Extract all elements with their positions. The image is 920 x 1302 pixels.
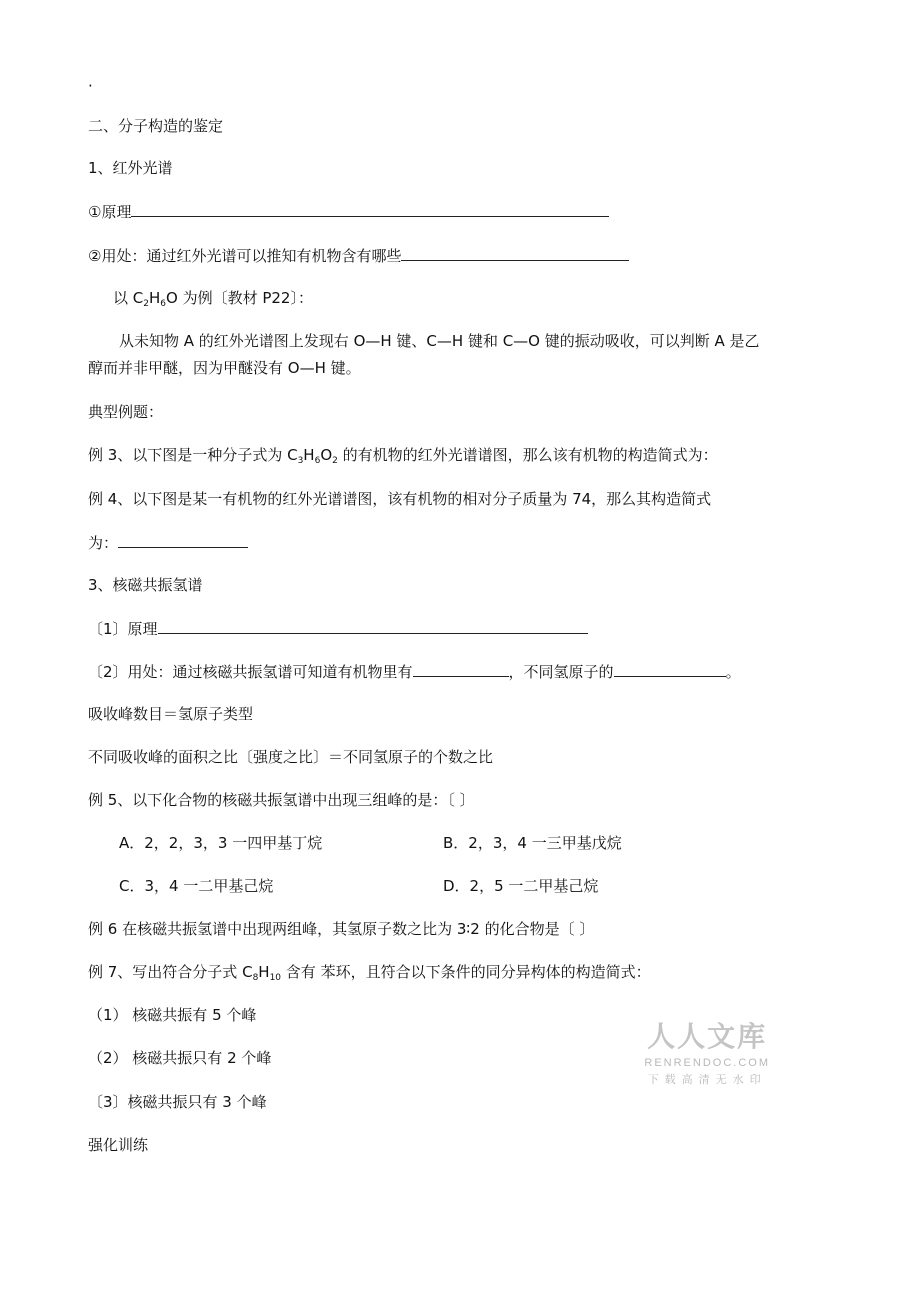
example-3	[88, 445, 718, 465]
subscript: 10	[269, 973, 282, 983]
text: ，不同氢原子的	[508, 663, 614, 681]
text: 〔2〕用处：通过核磁共振氢谱可知道有机物里有	[88, 663, 413, 681]
subscript: 2	[332, 456, 338, 466]
typical-title: 典型例题：	[88, 403, 164, 421]
section-title: 二、分子构造的鉴定	[88, 117, 224, 135]
training-title: 强化训练	[88, 1136, 149, 1154]
example-7-item-1: （1） 核磁共振有 5 个峰	[88, 1006, 257, 1024]
nmr-principle	[88, 618, 588, 639]
subscript: 6	[314, 456, 321, 466]
ir-example-intro	[113, 288, 313, 308]
nmr-use-blank-1[interactable]	[413, 661, 509, 677]
nmr-use-blank-2[interactable]	[614, 661, 726, 677]
nmr-principle-blank[interactable]	[158, 618, 588, 634]
example-4-blank[interactable]	[118, 532, 248, 548]
leading-dot: ·	[88, 77, 93, 95]
ir-principle	[88, 201, 609, 222]
subscript: 6	[160, 299, 166, 309]
text: H	[258, 963, 270, 981]
nmr-rule-2: 不同吸收峰的面积之比〔强度之比〕＝不同氢原子的个数之比	[88, 748, 494, 766]
example-5-option-c: C．3，4 一二甲基己烷	[119, 877, 274, 895]
ir-example-line2: 醇而并非甲醚，因为甲醚没有 O—H 键。	[88, 359, 361, 377]
example-7-item-2: （2） 核磁共振只有 2 个峰	[88, 1049, 272, 1067]
ir-principle-label: ①原理	[88, 203, 132, 221]
ir-use	[88, 245, 629, 266]
nmr-title: 3、核磁共振氢谱	[88, 576, 203, 594]
example-4-line2	[88, 532, 248, 553]
subscript: 2	[143, 299, 149, 309]
text: 例 7、写出符合分子式 C	[88, 963, 253, 981]
text: O	[320, 446, 333, 464]
subscript: 3	[297, 456, 304, 466]
nmr-use	[88, 661, 741, 682]
example-5-option-b: B．2，3，4 一三甲基戊烷	[443, 834, 622, 852]
text: 含有 苯环，且符合以下条件的同分异构体的构造简式：	[281, 963, 651, 981]
text: 以 C	[113, 289, 144, 307]
example-7	[88, 962, 651, 982]
ir-use-blank[interactable]	[401, 245, 629, 261]
nmr-principle-label: 〔1〕原理	[88, 620, 158, 638]
text: 。	[725, 663, 741, 681]
example-4-line1: 例 4、以下图是某一有机物的红外光谱谱图，该有机物的相对分子质量为 74，那么其构造简式	[88, 490, 712, 508]
watermark	[644, 1015, 770, 1087]
watermark-slogan: 下载高清无水印	[647, 1073, 767, 1086]
ir-use-label: ②用处：通过红外光谱可以推知有机物含有哪些	[88, 247, 402, 265]
watermark-domain: RENRENDOC.COM	[644, 1057, 770, 1069]
text: 为：	[88, 534, 119, 552]
ir-title: 1、红外光谱	[88, 159, 173, 177]
nmr-rule-1: 吸收峰数目＝氢原子类型	[88, 705, 254, 723]
text: 的有机物的红外光谱谱图，那么该有机物的构造简式为：	[337, 446, 718, 464]
example-5-option-d: D．2，5 一二甲基己烷	[443, 877, 599, 895]
text: H	[303, 446, 315, 464]
watermark-brand: 人人文库	[647, 1020, 768, 1053]
example-5-question: 例 5、以下化合物的核磁共振氢谱中出现三组峰的是：〔 〕	[88, 791, 475, 809]
text: H	[148, 289, 161, 307]
ir-example-line1: 从未知物 A 的红外光谱图上发现右 O—H 键、C—H 键和 C—O 键的振动吸收，可以判断 A 是乙	[119, 332, 760, 350]
text: 例 3、以下图是一种分子式为 C	[88, 446, 298, 464]
subscript: 8	[252, 973, 259, 983]
text: O 为例〔教材 P22〕：	[166, 289, 313, 307]
ir-principle-blank[interactable]	[131, 201, 609, 217]
example-7-item-3: 〔3〕核磁共振只有 3 个峰	[88, 1093, 267, 1111]
example-5-option-a: A．2，2，3，3 一四甲基丁烷	[119, 834, 323, 852]
example-6: 例 6 在核磁共振氢谱中出现两组峰，其氢原子数之比为 3∶2 的化合物是〔 〕	[88, 920, 595, 938]
